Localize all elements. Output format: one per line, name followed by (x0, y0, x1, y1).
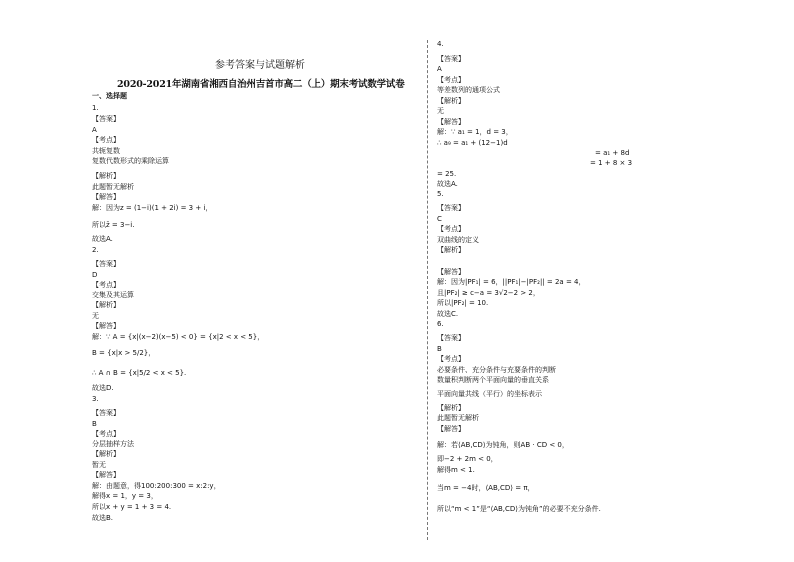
topic-label: 【考点】 (92, 136, 120, 144)
solution-text: = 1 + 8 × 3 (590, 159, 633, 167)
solution-label: 【解答】 (92, 471, 120, 479)
solution-text: B = {x|x > 5/2}， (92, 349, 156, 357)
solution-text: 且|PF₂| ≥ c−a = 3√2−2 > 2， (437, 289, 540, 297)
analysis-text: 暂无 (92, 461, 106, 469)
solution-text: 当m = −4时，⟨AB,CD⟩ = π， (437, 484, 535, 492)
conclusion-text: 故选C. (437, 310, 459, 318)
solution-label: 【解答】 (437, 118, 465, 126)
section-heading: 一、选择题 (92, 92, 127, 100)
topic-item: 分层抽样方法 (92, 440, 134, 448)
solution-text: 解：∵ a₁ = 1，d = 3， (437, 128, 513, 136)
analysis-label: 【解析】 (437, 404, 465, 412)
conclusion-text: 故选A. (92, 235, 113, 243)
answer-value: D (92, 271, 98, 279)
analysis-text: 无 (437, 107, 444, 115)
conclusion-text: 故选D. (92, 384, 114, 392)
solution-text: 解：若⟨AB,CD⟩为钝角，则AB · CD < 0， (437, 441, 569, 449)
solution-text: 解得m < 1. (437, 466, 475, 474)
answer-label: 【答案】 (437, 55, 465, 63)
topic-label: 【考点】 (437, 355, 465, 363)
solution-label: 【解答】 (437, 268, 465, 276)
topic-item: 必要条件、充分条件与充要条件的判断 (437, 366, 556, 374)
solution-label: 【解答】 (92, 322, 120, 330)
answer-value: B (437, 345, 442, 353)
analysis-label: 【解析】 (437, 246, 465, 254)
solution-text: 解得x = 1，y = 3， (92, 492, 158, 500)
topic-item: 复数代数形式的乘除运算 (92, 157, 169, 165)
solution-text: 解：∵ A = {x|(x−2)(x−5) < 0} = {x|2 < x < 5}， (92, 333, 265, 341)
answer-label: 【答案】 (437, 204, 465, 212)
solution-text: 所以z̄ = 3−i. (92, 221, 135, 229)
solution-text: = 25. (437, 170, 457, 178)
solution-text: 解：由题意，得100:200:300 = x:2:y， (92, 482, 221, 490)
conclusion-text: 所以“m < 1”是“⟨AB,CD⟩为钝角”的必要不充分条件. (437, 505, 601, 513)
topic-item: 双曲线的定义 (437, 236, 479, 244)
exam-title: 2020-2021年湖南省湘西自治州吉首市高二（上）期末考试数学试卷 (117, 79, 405, 90)
document-title: 参考答案与试题解析 (215, 60, 305, 71)
analysis-label: 【解析】 (92, 301, 120, 309)
topic-item: 交集及其运算 (92, 291, 134, 299)
answer-value: A (437, 65, 442, 73)
topic-label: 【考点】 (437, 76, 465, 84)
topic-item: 数量积判断两个平面向量的垂直关系 (437, 376, 549, 384)
analysis-label: 【解析】 (92, 450, 120, 458)
conclusion-text: 故选B. (92, 514, 114, 522)
solution-label: 【解答】 (92, 193, 120, 201)
question-number: 4. (437, 40, 444, 48)
analysis-text: 无 (92, 312, 99, 320)
topic-label: 【考点】 (92, 281, 120, 289)
analysis-label: 【解析】 (437, 97, 465, 105)
solution-text: ∴ A ∩ B = {x|5/2 < x < 5}. (92, 369, 187, 377)
question-number: 3. (92, 395, 99, 403)
answer-label: 【答案】 (92, 409, 120, 417)
topic-label: 【考点】 (92, 430, 120, 438)
column-divider (427, 40, 428, 540)
analysis-label: 【解析】 (92, 172, 120, 180)
answer-label: 【答案】 (92, 115, 120, 123)
topic-label: 【考点】 (437, 225, 465, 233)
answer-label: 【答案】 (437, 334, 465, 342)
analysis-text: 此题暂无解析 (92, 183, 134, 191)
answer-value: B (92, 420, 97, 428)
answer-value: C (437, 215, 442, 223)
question-number: 6. (437, 320, 444, 328)
answer-value: A (92, 126, 97, 134)
answer-label: 【答案】 (92, 260, 120, 268)
solution-text: ∴ a₉ = a₁ + (12−1)d (437, 139, 508, 147)
solution-text: 即−2 + 2m < 0， (437, 455, 498, 463)
question-number: 2. (92, 246, 99, 254)
topic-item: 平面向量共线（平行）的坐标表示 (437, 390, 542, 398)
question-number: 1. (92, 104, 99, 112)
topic-item: 等差数列的通项公式 (437, 86, 500, 94)
solution-label: 【解答】 (437, 425, 465, 433)
analysis-text: 此题暂无解析 (437, 414, 479, 422)
solution-text: = a₁ + 8d (595, 149, 630, 157)
solution-text: 所以x + y = 1 + 3 = 4. (92, 503, 172, 511)
topic-item: 共轭复数 (92, 147, 120, 155)
solution-text: 解：因为z = (1−i)(1 + 2i) = 3 + i， (92, 204, 213, 212)
question-number: 5. (437, 190, 444, 198)
conclusion-text: 故选A. (437, 180, 458, 188)
solution-text: 所以|PF₂| = 10. (437, 299, 489, 307)
solution-text: 解：因为|PF₁| = 6，||PF₁|−|PF₂|| = 2a = 4， (437, 278, 586, 286)
